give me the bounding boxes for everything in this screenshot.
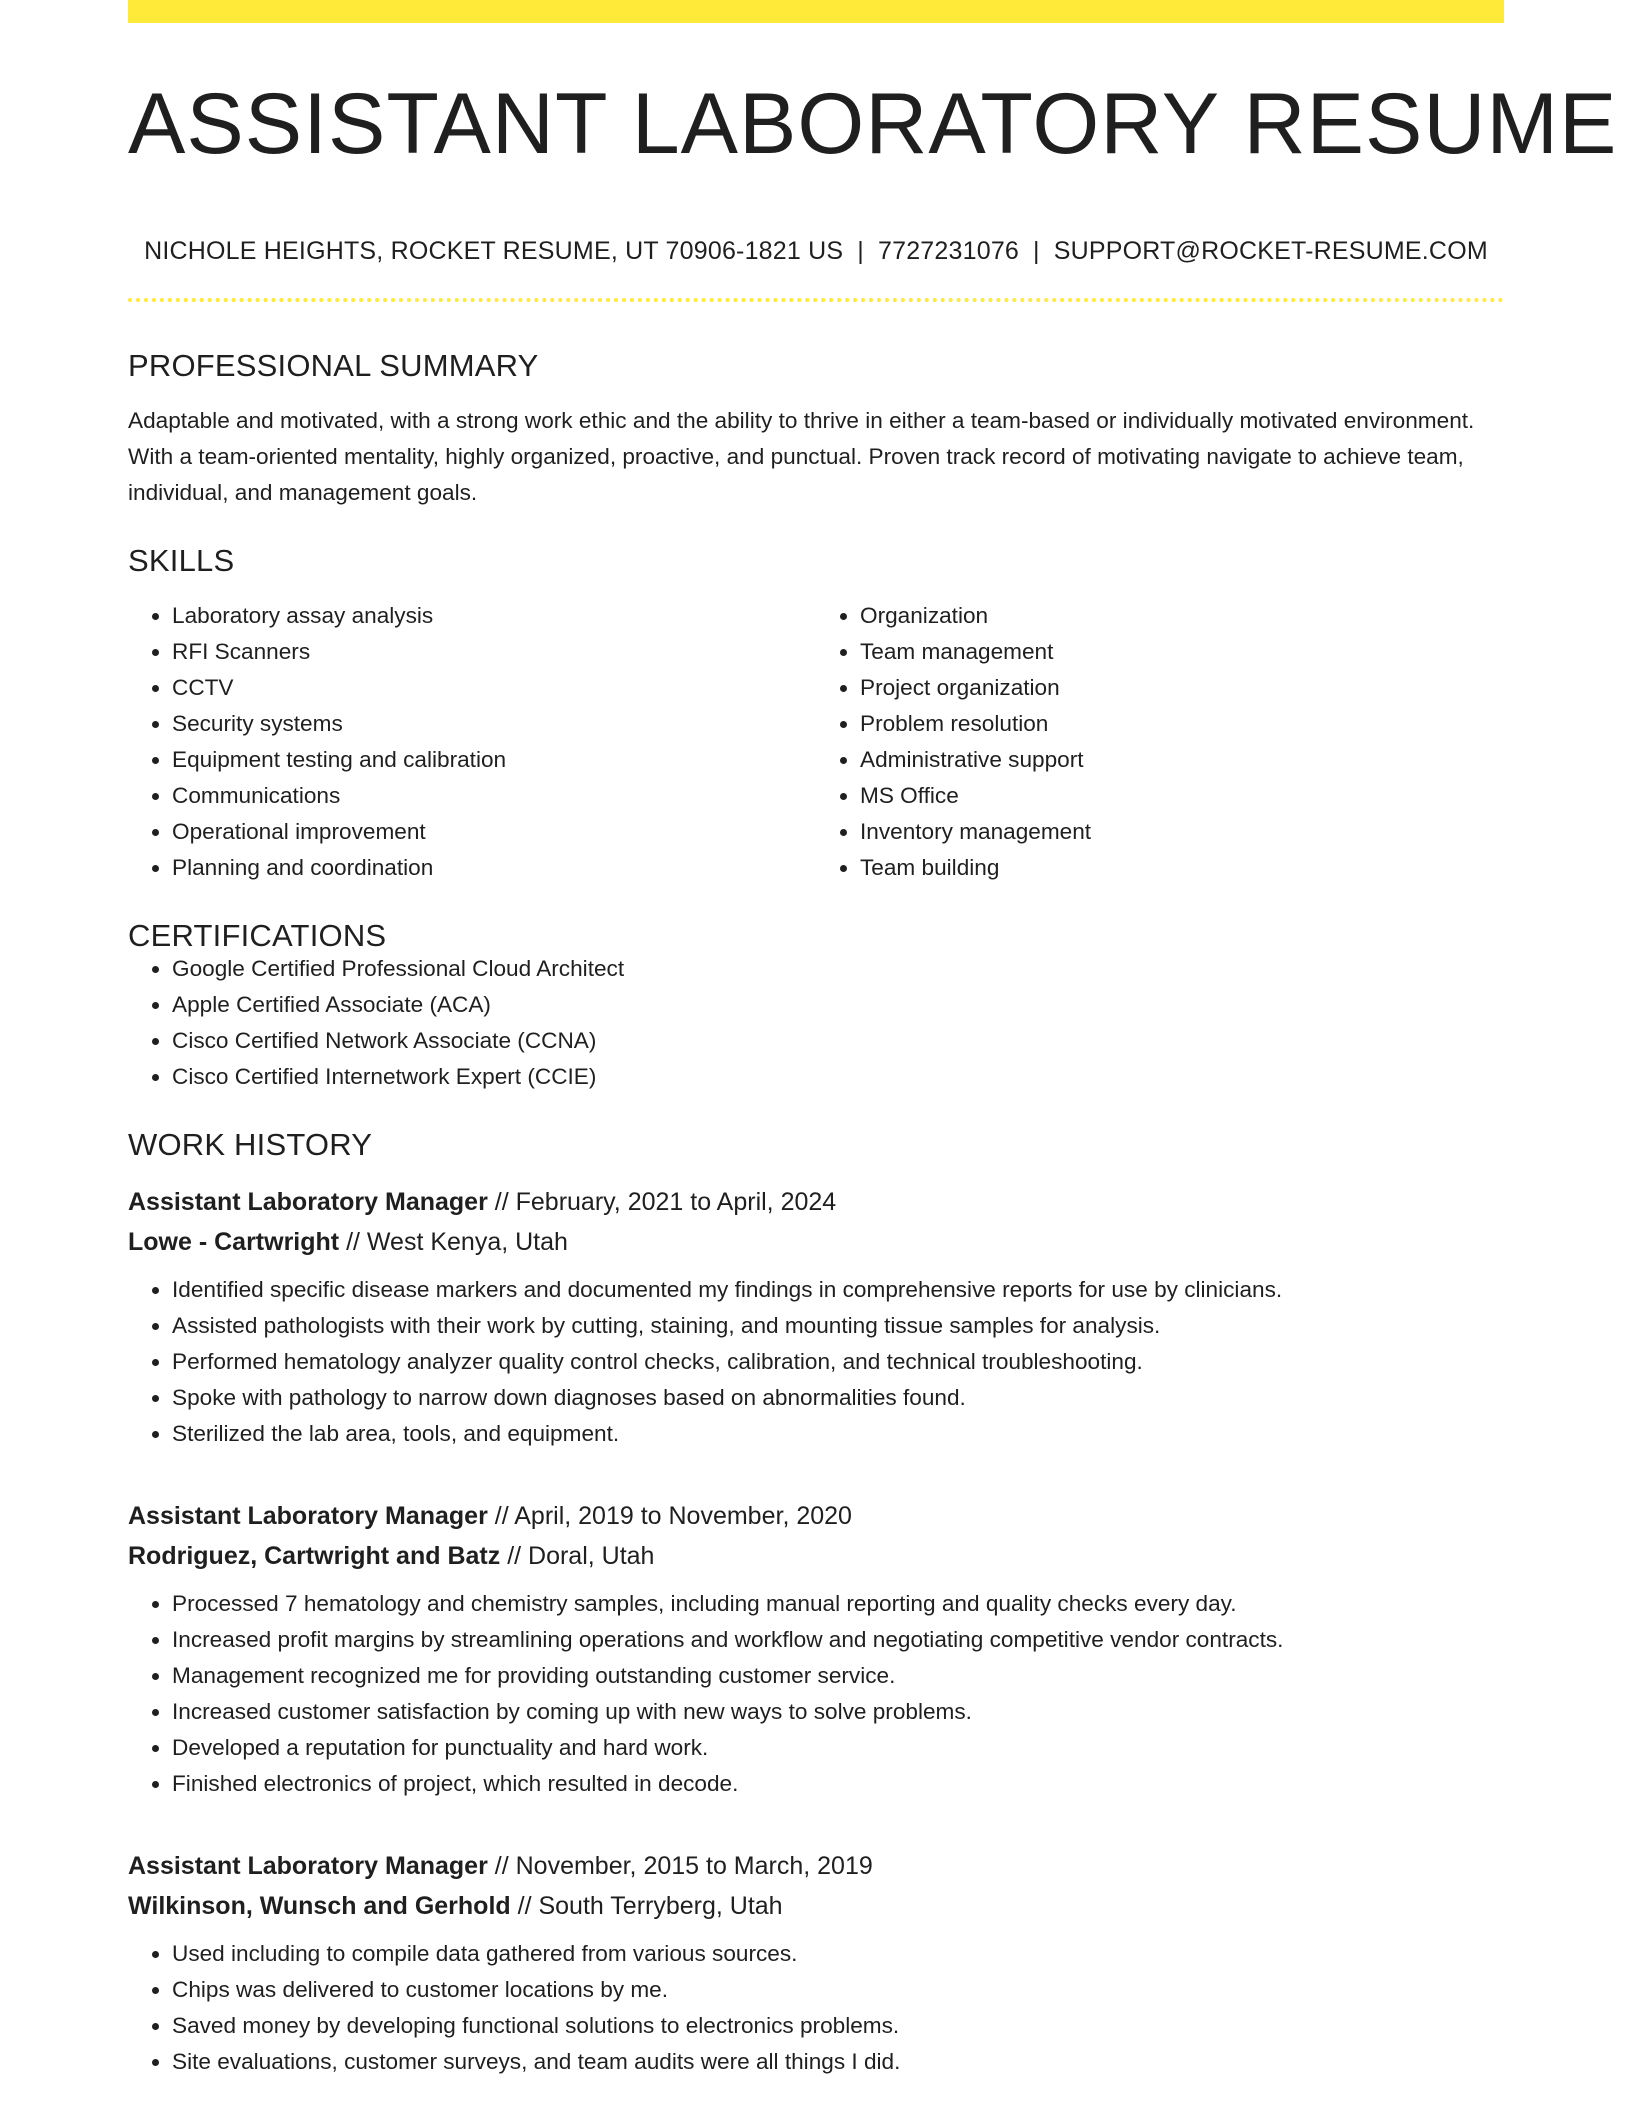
job-bullet: • Identified specific disease markers and documented my findings in comprehensive reports for use by clinicians. (172, 1272, 1504, 1308)
skill-item: • Laboratory assay analysis (172, 598, 816, 634)
job-entry (128, 1496, 1504, 1802)
certifications-list (128, 951, 1504, 1095)
job-location: // Doral, Utah (507, 1542, 655, 1570)
job-title-line (128, 1182, 1504, 1222)
job-title: Assistant Laboratory Manager (128, 1502, 488, 1530)
certification-item: • Google Certified Professional Cloud Architect (172, 951, 1504, 987)
job-company: Lowe - Cartwright (128, 1228, 340, 1256)
skills-list-right (816, 598, 1504, 886)
skill-item: • Security systems (172, 706, 816, 742)
skill-item: • Planning and coordination (172, 850, 816, 886)
job-company: Rodriguez, Cartwright and Batz (128, 1542, 501, 1570)
job-entry (128, 1182, 1504, 1452)
skills-list-left (128, 598, 816, 886)
job-title-line (128, 1846, 1504, 1886)
page-title: ASSISTANT LABORATORY RESUME (128, 76, 1618, 172)
work-history-list (128, 1182, 1504, 2080)
job-bullet: • Sterilized the lab area, tools, and equipment. (172, 1416, 1504, 1452)
job-bullet: • Increased customer satisfaction by coming up with new ways to solve problems. (172, 1694, 1504, 1730)
job-bullet: • Assisted pathologists with their work by cutting, staining, and mounting tissue samples for analysis. (172, 1308, 1504, 1344)
skill-item: • MS Office (860, 778, 1504, 814)
skill-item: • Organization (860, 598, 1504, 634)
job-company-line (128, 1886, 1504, 1926)
skills-heading: SKILLS (128, 543, 235, 578)
contact-separator: | (1033, 237, 1040, 265)
contact-separator: | (857, 237, 864, 265)
contact-address: NICHOLE HEIGHTS, ROCKET RESUME, UT 70906-1821 US (144, 237, 844, 265)
skill-item: • Inventory management (860, 814, 1504, 850)
contact-line (128, 237, 1504, 266)
skill-item: • Operational improvement (172, 814, 816, 850)
certification-item: • Apple Certified Associate (ACA) (172, 987, 1504, 1023)
job-bullet: • Management recognized me for providing outstanding customer service. (172, 1658, 1504, 1694)
job-bullets (128, 1272, 1504, 1452)
job-location: // South Terryberg, Utah (517, 1892, 783, 1920)
summary-heading: PROFESSIONAL SUMMARY (128, 348, 539, 383)
job-title: Assistant Laboratory Manager (128, 1188, 488, 1216)
job-dates: // April, 2019 to November, 2020 (494, 1502, 852, 1530)
job-title-line (128, 1496, 1504, 1536)
job-bullet: • Finished electronics of project, which resulted in decode. (172, 1766, 1504, 1802)
job-title: Assistant Laboratory Manager (128, 1852, 488, 1880)
summary-text: Adaptable and motivated, with a strong work ethic and the ability to thrive in either a team-based or individually motivated environment. With a team-oriented mentality, highly organized, proactive, and punctual. Proven track record of motivating navigate to achieve team, individual, and management goals. (128, 408, 1475, 505)
skill-item: • Team management (860, 634, 1504, 670)
job-bullet: • Chips was delivered to customer locations by me. (172, 1972, 1504, 2008)
job-company-line (128, 1222, 1504, 1262)
job-bullet: • Developed a reputation for punctuality and hard work. (172, 1730, 1504, 1766)
resume-page (128, 0, 1618, 2080)
job-dates: // February, 2021 to April, 2024 (494, 1188, 837, 1216)
skill-item: • Problem resolution (860, 706, 1504, 742)
job-bullet: • Spoke with pathology to narrow down diagnoses based on abnormalities found. (172, 1380, 1504, 1416)
job-company: Wilkinson, Wunsch and Gerhold (128, 1892, 511, 1920)
skills-columns (128, 598, 1504, 886)
job-bullet: • Saved money by developing functional solutions to electronics problems. (172, 2008, 1504, 2044)
skill-item: • CCTV (172, 670, 816, 706)
job-bullet: • Processed 7 hematology and chemistry samples, including manual reporting and quality checks every day. (172, 1586, 1504, 1622)
job-bullet: • Increased profit margins by streamlining operations and workflow and negotiating competitive vendor contracts. (172, 1622, 1504, 1658)
job-entry (128, 1846, 1504, 2080)
job-bullet: • Used including to compile data gathered from various sources. (172, 1936, 1504, 1972)
skill-item: • Equipment testing and calibration (172, 742, 816, 778)
contact-email: SUPPORT@ROCKET-RESUME.COM (1053, 237, 1488, 265)
job-bullets (128, 1936, 1504, 2080)
work-history-heading: WORK HISTORY (128, 1127, 373, 1162)
contact-phone: 7727231076 (877, 237, 1020, 265)
certification-item: • Cisco Certified Internetwork Expert (CCIE) (172, 1059, 1504, 1095)
skill-item: • Communications (172, 778, 816, 814)
job-bullets (128, 1586, 1504, 1802)
job-company-line (128, 1536, 1504, 1576)
skill-item: • Project organization (860, 670, 1504, 706)
job-dates: // November, 2015 to March, 2019 (494, 1852, 873, 1880)
skill-item: • Team building (860, 850, 1504, 886)
certifications-heading: CERTIFICATIONS (128, 918, 387, 953)
top-accent-bar (128, 0, 1504, 23)
job-bullet: • Site evaluations, customer surveys, and team audits were all things I did. (172, 2044, 1504, 2080)
skill-item: • Administrative support (860, 742, 1504, 778)
skill-item: • RFI Scanners (172, 634, 816, 670)
job-bullet: • Performed hematology analyzer quality control checks, calibration, and technical troubleshooting. (172, 1344, 1504, 1380)
job-location: // West Kenya, Utah (346, 1228, 568, 1256)
dotted-divider (128, 298, 1504, 302)
certification-item: • Cisco Certified Network Associate (CCNA) (172, 1023, 1504, 1059)
